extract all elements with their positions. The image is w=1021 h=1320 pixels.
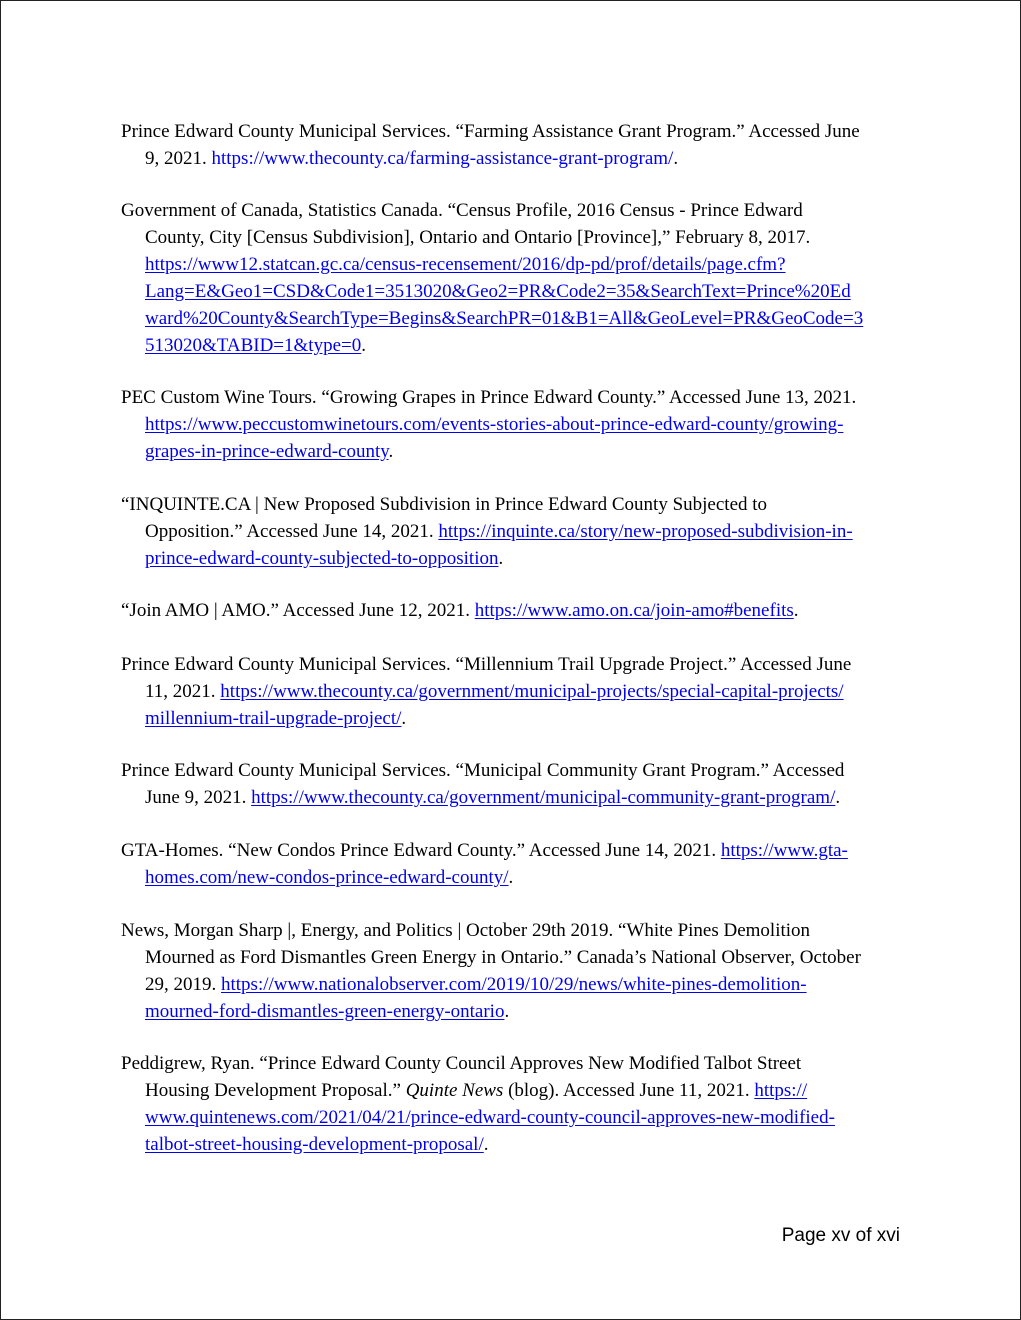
citation-text: County, City [Census Subdivision], Ontario and Ontario [Province],” February 8, 2017. xyxy=(145,227,811,248)
entry-line xyxy=(121,197,863,224)
bibliography-entry xyxy=(121,837,848,891)
entry-line xyxy=(121,518,853,545)
entry-line xyxy=(121,998,861,1025)
reference-link[interactable]: https://www.peccustomwinetours.com/events-stories-about-prince-edward-county/growing- xyxy=(145,414,844,435)
reference-link[interactable]: mourned-ford-dismantles-green-energy-ontario xyxy=(145,1001,505,1022)
citation-text: . xyxy=(793,600,799,621)
entry-line xyxy=(121,384,856,411)
reference-link[interactable]: prince-edward-county-subjected-to-opposition xyxy=(145,548,499,569)
citation-text: Opposition.” Accessed June 14, 2021. xyxy=(145,521,439,542)
entry-line xyxy=(121,864,848,891)
publication-title: Quinte News xyxy=(405,1080,504,1101)
entry-line xyxy=(121,917,861,944)
citation-text: . xyxy=(361,335,366,356)
bibliography-entry xyxy=(121,384,856,465)
reference-link[interactable]: https:// xyxy=(754,1080,808,1101)
reference-link[interactable]: ward%20County&SearchType=Begins&SearchPR=01&B1=All&GeoLevel=PR&GeoCode=3 xyxy=(145,308,864,329)
citation-text: . xyxy=(498,548,504,569)
reference-link[interactable]: https://www.thecounty.ca/farming-assistance-grant-program/ xyxy=(211,148,674,169)
citation-text: June 9, 2021. xyxy=(145,787,252,808)
entry-line xyxy=(121,971,861,998)
reference-link[interactable]: https://www.amo.on.ca/join-amo#benefits xyxy=(474,600,794,621)
reference-link[interactable]: https://www.thecounty.ca/government/municipal-projects/special-capital-projects/ xyxy=(220,681,844,702)
reference-link[interactable]: millennium-trail-upgrade-project/ xyxy=(145,708,402,729)
citation-text: . xyxy=(504,1001,510,1022)
entry-line xyxy=(121,251,863,278)
entry-line xyxy=(121,678,851,705)
entry-line xyxy=(121,1050,835,1077)
entry-line xyxy=(121,944,861,971)
citation-text: 29, 2019. xyxy=(145,974,221,995)
entry-line xyxy=(121,1077,835,1104)
citation-text: News, Morgan Sharp |, Energy, and Politics | October 29th 2019. “White Pines Demolition xyxy=(121,920,811,941)
citation-text: Prince Edward County Municipal Services. “Millennium Trail Upgrade Project.” Accessed June xyxy=(121,654,852,675)
citation-text: PEC Custom Wine Tours. “Growing Grapes in Prince Edward County.” Accessed June 13, 2021. xyxy=(121,387,857,408)
reference-link[interactable]: https://www.nationalobserver.com/2019/10/29/news/white-pines-demolition- xyxy=(221,974,807,995)
reference-link[interactable]: grapes-in-prince-edward-county xyxy=(145,441,389,462)
citation-text: 9, 2021. xyxy=(145,148,212,169)
entry-line xyxy=(121,332,863,359)
entry-line xyxy=(121,118,860,145)
entry-line xyxy=(121,784,844,811)
reference-link[interactable]: https://inquinte.ca/story/new-proposed-subdivision-in- xyxy=(438,521,853,542)
citation-text: Mourned as Ford Dismantles Green Energy in Ontario.” Canada’s National Observer, October xyxy=(145,947,861,968)
reference-link[interactable]: 513020&TABID=1&type=0 xyxy=(145,335,362,356)
reference-link[interactable]: www.quintenews.com/2021/04/21/prince-edward-county-council-approves-new-modified- xyxy=(145,1107,835,1128)
citation-text: “INQUINTE.CA | New Proposed Subdivision in Prince Edward County Subjected to xyxy=(121,494,768,515)
entry-line xyxy=(121,545,853,572)
bibliography-entry xyxy=(121,597,799,624)
citation-text: 11, 2021. xyxy=(145,681,221,702)
citation-text: Peddigrew, Ryan. “Prince Edward County Council Approves New Modified Talbot Street xyxy=(121,1053,802,1074)
reference-link[interactable]: https://www12.statcan.gc.ca/census-recensement/2016/dp-pd/prof/details/page.cfm? xyxy=(145,254,786,275)
citation-text: . xyxy=(483,1134,489,1155)
citation-text: GTA-Homes. “New Condos Prince Edward County.” Accessed June 14, 2021. xyxy=(121,840,721,861)
bibliography-entry xyxy=(121,491,853,572)
entry-line xyxy=(121,145,860,172)
reference-link[interactable]: Lang=E&Geo1=CSD&Code1=3513020&Geo2=PR&Code2=35&SearchText=Prince%20Ed xyxy=(145,281,851,302)
citation-text: Government of Canada, Statistics Canada. “Census Profile, 2016 Census - Prince Edward xyxy=(121,200,803,221)
citation-text: . xyxy=(401,708,407,729)
entry-line xyxy=(121,1104,835,1131)
reference-link[interactable]: https://www.thecounty.ca/government/municipal-community-grant-program/ xyxy=(251,787,836,808)
bibliography-entry xyxy=(121,197,863,359)
citation-text: . xyxy=(508,867,514,888)
citation-text: . xyxy=(388,441,394,462)
entry-line xyxy=(121,705,851,732)
entry-line xyxy=(121,597,799,624)
citation-text: . xyxy=(673,148,679,169)
citation-text: Housing Development Proposal.” xyxy=(145,1080,406,1101)
entry-line xyxy=(121,757,844,784)
reference-link[interactable]: talbot-street-housing-development-proposal/ xyxy=(145,1134,484,1155)
bibliography-entry xyxy=(121,917,861,1025)
bibliography-entry xyxy=(121,651,851,732)
citation-text: Prince Edward County Municipal Services. “Municipal Community Grant Program.” Accessed xyxy=(121,760,845,781)
entry-line xyxy=(121,491,853,518)
bibliography-entry xyxy=(121,757,844,811)
entry-line xyxy=(121,411,856,438)
entry-line xyxy=(121,278,863,305)
citation-text: “Join AMO | AMO.” Accessed June 12, 2021. xyxy=(121,600,475,621)
citation-text: . xyxy=(835,787,841,808)
page-number: Page xv of xvi xyxy=(781,1225,900,1246)
entry-line xyxy=(121,651,851,678)
entry-line xyxy=(121,224,863,251)
entry-line xyxy=(121,438,856,465)
citation-text: (blog). Accessed June 11, 2021. xyxy=(503,1080,755,1101)
bibliography-entry xyxy=(121,118,860,172)
entry-line xyxy=(121,1131,835,1158)
bibliography-entry xyxy=(121,1050,835,1158)
entry-line xyxy=(121,837,848,864)
reference-link[interactable]: homes.com/new-condos-prince-edward-county/ xyxy=(145,867,509,888)
entry-line xyxy=(121,305,863,332)
reference-link[interactable]: https://www.gta- xyxy=(720,840,848,861)
citation-text: Prince Edward County Municipal Services. “Farming Assistance Grant Program.” Accessed June xyxy=(121,121,860,142)
